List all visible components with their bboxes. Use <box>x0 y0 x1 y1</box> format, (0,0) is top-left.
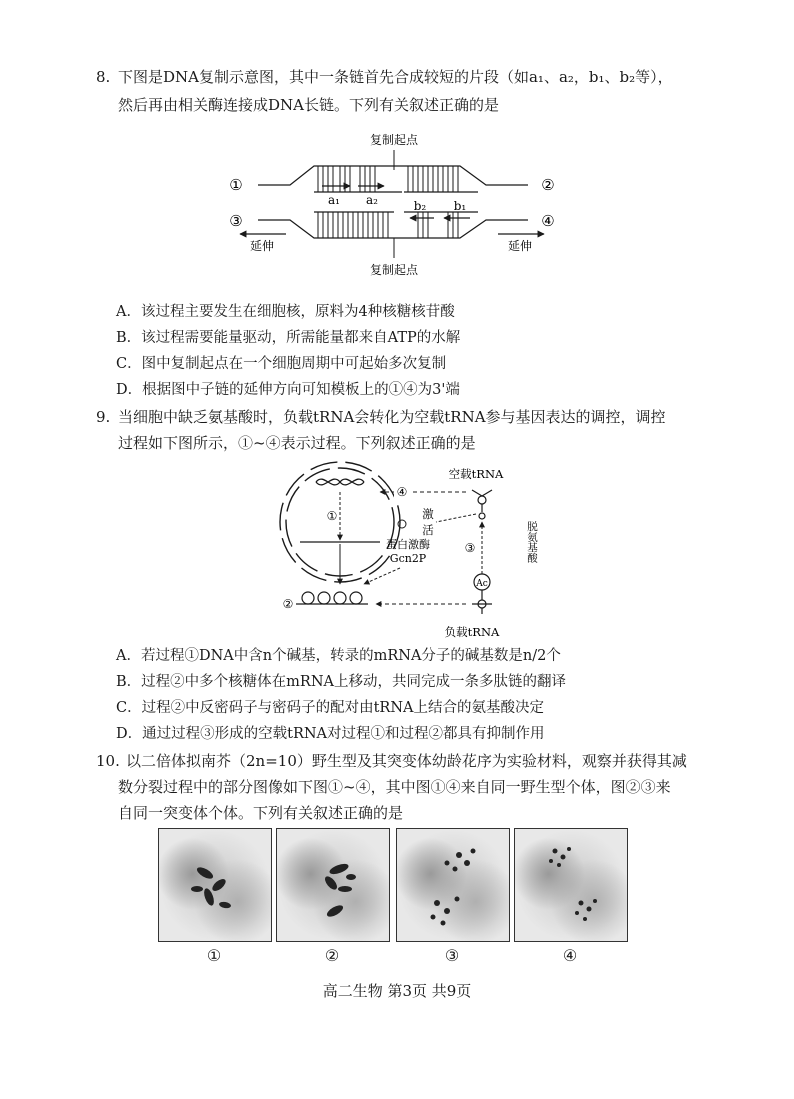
release-aa-text: 脱氨基酸 <box>496 521 538 533</box>
q8-stem-line1: 下图是DNA复制示意图，其中一条链首先合成较短的片段（如a₁、a₂，b₁、b₂等）， <box>118 68 673 86</box>
kinase-label-1: 蛋白激酶 <box>386 538 430 551</box>
q10-number: 10. <box>96 752 120 770</box>
release-aa-label <box>496 521 538 564</box>
base-pairs-top <box>318 166 458 192</box>
fragment-a1-label: a₁ <box>328 193 340 207</box>
q10-stem-line1: 以二倍体拟南芥（2n=10）野生型及其突变体幼龄花序为实验材料，观察并获得其减 <box>126 752 687 770</box>
kinase-label-2: Gcn2P <box>389 552 427 565</box>
trna-regulation-figure <box>276 458 538 658</box>
micrograph-1-label: ① <box>206 946 222 965</box>
step1-label: ① <box>326 509 338 523</box>
q9-stem-line1: 当细胞中缺乏氨基酸时，负载tRNA会转化为空载tRNA参与基因表达的调控，调控 <box>118 408 666 426</box>
chromosomes-3 <box>397 829 509 941</box>
micrograph-3 <box>396 828 510 942</box>
loaded-trna-label: 负载tRNA <box>444 625 500 639</box>
kinase-inhibit-arrow <box>364 568 400 584</box>
step4-label: ④ <box>396 485 408 499</box>
fragment-b1-label: b₁ <box>453 199 467 213</box>
empty-trna-label: 空载tRNA <box>448 467 504 481</box>
activate-label-1: 激 <box>422 507 434 521</box>
q10-stem-line2: 数分裂过程中的部分图像如下图①~④，其中图①④来自同一野生型个体，图②③来 <box>118 778 671 796</box>
q8-option-b: B．该过程需要能量驱动，所需能量都来自ATP的水解 <box>116 330 461 346</box>
ribosomes <box>302 592 362 604</box>
q9-option-b: B．过程②中多个核糖体在mRNA上移动，共同完成一条多肽链的翻译 <box>116 674 566 690</box>
q8-option-d: D．根据图中子链的延伸方向可知模板上的①④为3'端 <box>116 382 460 398</box>
origin-label-bottom: 复制起点 <box>369 263 419 277</box>
micrograph-2 <box>276 828 390 942</box>
q9-stem-line2: 过程如下图所示，①~④表示过程。下列叙述正确的是 <box>118 434 476 452</box>
q8-option-a: A．该过程主要发生在细胞核，原料为4种核糖核苷酸 <box>116 304 455 320</box>
activate-label-2: 活 <box>422 523 434 537</box>
q9-option-a: A．若过程①DNA中含n个碱基，转录的mRNA分子的碱基数是n/2个 <box>116 648 561 664</box>
parental-strand-top <box>258 166 528 185</box>
fragment-b2-label: b₂ <box>413 199 427 213</box>
step2-label: ② <box>282 597 294 611</box>
q8-stem-line2: 然后再由相关酶连接成DNA长链。下列有关叙述正确的是 <box>118 96 499 114</box>
q9-option-d: D．通过过程③形成的空载tRNA对过程①和过程②都具有抑制作用 <box>116 726 545 742</box>
extend-left-label: 延伸 <box>249 239 275 253</box>
micrograph-3-label: ③ <box>444 946 460 965</box>
extend-right-label: 延伸 <box>507 239 533 253</box>
dna-replication-figure <box>222 126 582 278</box>
micrograph-2-label: ② <box>324 946 340 965</box>
micrograph-4 <box>514 828 628 942</box>
strand-2-label: ② <box>541 176 555 194</box>
q9-option-c: C．过程②中反密码子与密码子的配对由tRNA上结合的氨基酸决定 <box>116 700 544 716</box>
fragment-a2-label: a₂ <box>366 193 378 207</box>
origin-label-top: 复制起点 <box>369 133 419 147</box>
strand-1-label: ① <box>229 176 243 194</box>
base-pairs-bottom <box>318 212 458 238</box>
parental-strand-bottom <box>258 220 528 238</box>
micrograph-4-label: ④ <box>562 946 578 965</box>
chromosomes-4 <box>515 829 627 941</box>
amino-acid-label: Ac <box>476 579 488 589</box>
chromosomes-1 <box>159 829 271 941</box>
micrograph-1 <box>158 828 272 942</box>
loaded-trna-icon <box>472 590 492 614</box>
q9-number: 9. <box>96 408 111 426</box>
strand-3-label: ③ <box>229 212 243 230</box>
page-footer: 高二生物 第3页 共9页 <box>322 982 472 1000</box>
activate-line <box>436 514 476 522</box>
q10-stem-line3: 自同一突变体个体。下列有关叙述正确的是 <box>118 804 404 822</box>
q8-number: 8. <box>96 68 111 86</box>
strand-4-label: ④ <box>541 212 555 230</box>
q8-option-c: C．图中复制起点在一个细胞周期中可起始多次复制 <box>116 356 447 372</box>
kinase-icon <box>398 520 406 528</box>
step3-label: ③ <box>464 541 476 555</box>
chromosomes-2 <box>277 829 389 941</box>
